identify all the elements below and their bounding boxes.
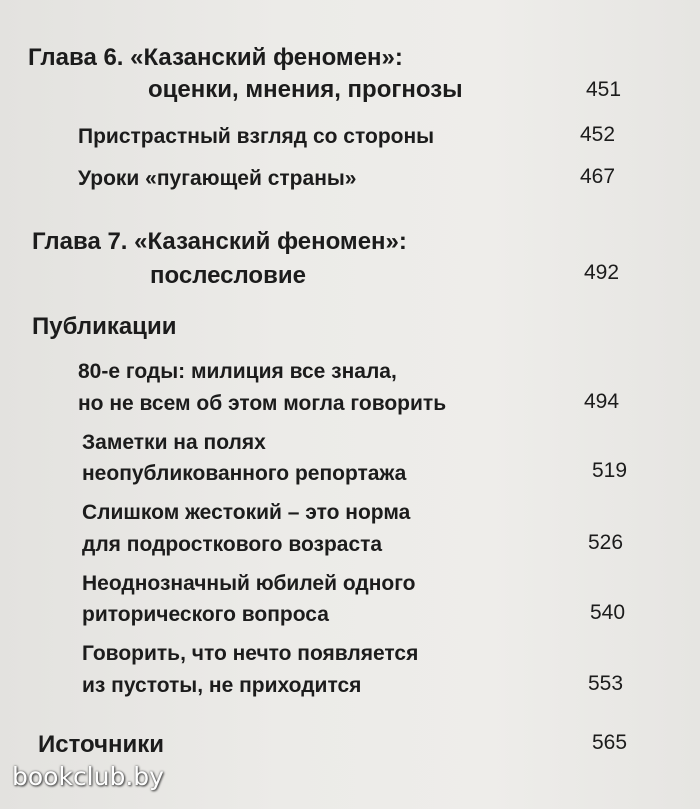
chapter-7-page-number: 492 [584,261,620,284]
toc-item-scary-country: Уроки «пугающей страны» [78,167,357,190]
toc-item-biased-view: Пристрастный взгляд со стороны [78,125,435,148]
toc-item-biased-view-page: 452 [580,123,616,146]
pub-item-2-page: 519 [592,459,628,482]
publications-heading: Публикации [32,313,177,340]
chapter-7-title-line1: Глава 7. «Казанский феномен»: [32,228,407,255]
sources-page-number: 565 [592,731,628,754]
toc-item-scary-country-page: 467 [580,165,616,188]
pub-item-2-line1: Заметки на полях [82,431,266,454]
pub-item-4-line2: риторического вопроса [82,603,329,626]
pub-item-2-line2: неопубликованного репортажа [82,462,407,485]
sources-heading: Источники [38,731,165,758]
bookclub-watermark: bookclub.by [12,762,164,791]
pub-item-4-page: 540 [590,601,626,624]
pub-item-3-line2: для подросткового возраста [82,533,383,556]
chapter-6-title-line1: Глава 6. «Казанский феномен»: [28,44,403,71]
pub-item-3-line1: Слишком жестокий – это норма [82,501,411,524]
pub-item-1-page: 494 [584,390,620,413]
pub-item-5-line1: Говорить, что нечто появляется [82,642,419,665]
pub-item-3-page: 526 [588,531,624,554]
pub-item-1-line2: но не всем об этом могла говорить [78,392,447,415]
pub-item-5-line2: из пустоты, не приходится [82,674,362,697]
pub-item-1-line1: 80-е годы: милиция все знала, [78,360,397,383]
chapter-6-page-number: 451 [586,78,622,101]
pub-item-4-line1: Неоднозначный юбилей одного [82,572,416,595]
chapter-6-title-line2: оценки, мнения, прогнозы [148,76,463,103]
pub-item-5-page: 553 [588,672,624,695]
chapter-7-title-line2: послесловие [150,262,306,289]
